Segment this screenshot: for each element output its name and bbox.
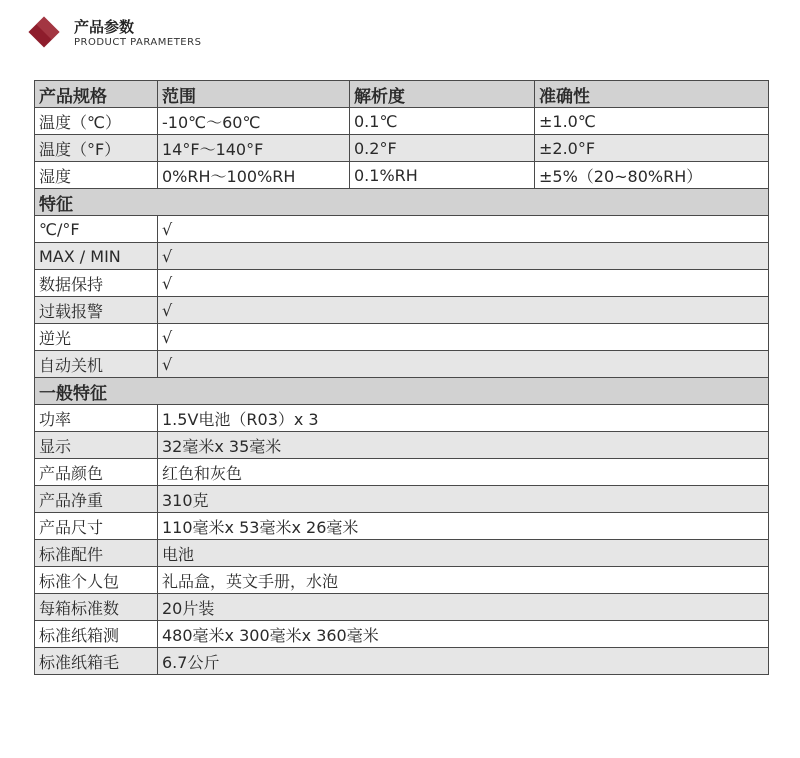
- feature-name: 数据保持: [35, 270, 158, 297]
- feature-name: MAX / MIN: [35, 243, 158, 270]
- table-row: [35, 405, 769, 432]
- column-header: 产品规格: [35, 81, 158, 108]
- feature-name: 自动关机: [35, 351, 158, 378]
- table-row: [35, 297, 769, 324]
- table-cell: 0.1%RH: [350, 162, 535, 189]
- table-row: [35, 459, 769, 486]
- table-row: [35, 594, 769, 621]
- table-row: [35, 567, 769, 594]
- table-cell: -10℃～60℃: [158, 108, 350, 135]
- general-value: 礼品盒，英文手册，水泡: [158, 567, 769, 594]
- general-label: 显示: [35, 432, 158, 459]
- diamond-logo-icon: [28, 16, 59, 47]
- general-value: 电池: [158, 540, 769, 567]
- general-label: 标准纸箱测: [35, 621, 158, 648]
- table-cell: 湿度: [35, 162, 158, 189]
- general-value: 310克: [158, 486, 769, 513]
- column-header: 准确性: [535, 81, 769, 108]
- section-row-features: [35, 189, 769, 216]
- table-row: [35, 216, 769, 243]
- table-cell: 14°F～140°F: [158, 135, 350, 162]
- general-value: 1.5V电池（R03）x 3: [158, 405, 769, 432]
- feature-check: √: [158, 216, 769, 243]
- table-row: [35, 513, 769, 540]
- general-value: 480毫米x 300毫米x 360毫米: [158, 621, 769, 648]
- general-label: 产品净重: [35, 486, 158, 513]
- section-subtitle: PRODUCT PARAMETERS: [74, 37, 202, 48]
- table-row: [35, 270, 769, 297]
- table-cell: ±2.0°F: [535, 135, 769, 162]
- table-row: [35, 486, 769, 513]
- table-header-row: [35, 81, 769, 108]
- general-label: 标准配件: [35, 540, 158, 567]
- table-row: [35, 351, 769, 378]
- table-cell: 0.1℃: [350, 108, 535, 135]
- general-value: 20片装: [158, 594, 769, 621]
- section-row-general: [35, 378, 769, 405]
- feature-check: √: [158, 243, 769, 270]
- general-value: 红色和灰色: [158, 459, 769, 486]
- general-label: 产品尺寸: [35, 513, 158, 540]
- feature-check: √: [158, 324, 769, 351]
- general-label: 产品颜色: [35, 459, 158, 486]
- table-row: [35, 162, 769, 189]
- table-row: [35, 540, 769, 567]
- feature-name: 逆光: [35, 324, 158, 351]
- column-header: 范围: [158, 81, 350, 108]
- general-label: 标准纸箱毛: [35, 648, 158, 675]
- table-row: [35, 324, 769, 351]
- general-label: 功率: [35, 405, 158, 432]
- table-row: [35, 648, 769, 675]
- section-title-features: 特征: [35, 189, 769, 216]
- feature-check: √: [158, 270, 769, 297]
- spec-table: [34, 80, 769, 675]
- section-title-general: 一般特征: [35, 378, 769, 405]
- table-cell: ±1.0℃: [535, 108, 769, 135]
- table-row: [35, 432, 769, 459]
- table-row: [35, 135, 769, 162]
- table-cell: ±5%（20~80%RH）: [535, 162, 769, 189]
- feature-check: √: [158, 351, 769, 378]
- table-cell: 温度（°F）: [35, 135, 158, 162]
- section-title: 产品参数: [74, 18, 135, 36]
- general-value: 32毫米x 35毫米: [158, 432, 769, 459]
- column-header: 解析度: [350, 81, 535, 108]
- general-label: 标准个人包: [35, 567, 158, 594]
- table-cell: 温度（℃）: [35, 108, 158, 135]
- general-label: 每箱标准数: [35, 594, 158, 621]
- feature-name: ℃/°F: [35, 216, 158, 243]
- feature-check: √: [158, 297, 769, 324]
- table-row: [35, 243, 769, 270]
- table-row: [35, 621, 769, 648]
- feature-name: 过载报警: [35, 297, 158, 324]
- table-cell: 0.2°F: [350, 135, 535, 162]
- general-value: 6.7公斤: [158, 648, 769, 675]
- table-row: [35, 108, 769, 135]
- table-cell: 0%RH～100%RH: [158, 162, 350, 189]
- general-value: 110毫米x 53毫米x 26毫米: [158, 513, 769, 540]
